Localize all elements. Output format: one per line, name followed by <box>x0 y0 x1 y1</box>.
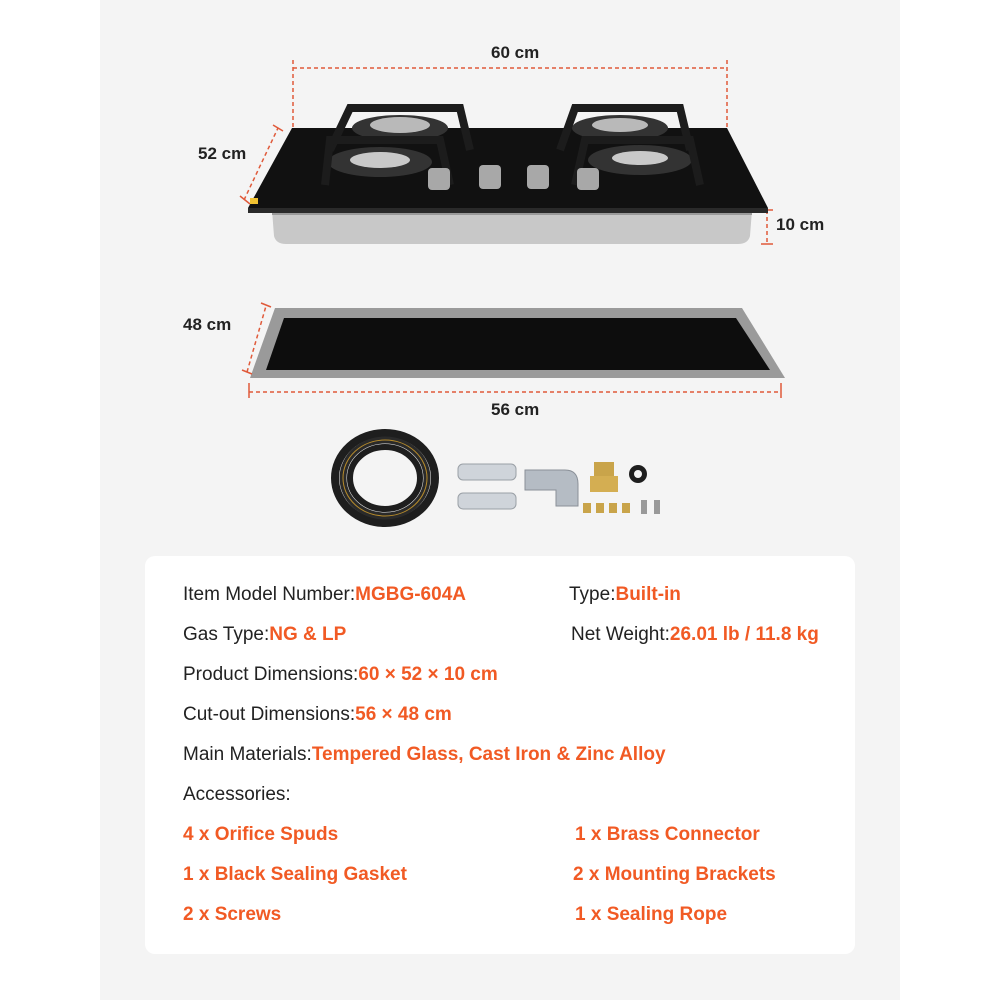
accessories-heading: Accessories: <box>183 784 291 805</box>
type-row <box>569 584 681 606</box>
depth-label: 52 cm <box>198 144 247 163</box>
accessory-item: 1 x Black Sealing Gasket <box>183 864 407 885</box>
gas-row <box>183 624 346 646</box>
width-label: 60 cm <box>491 43 540 62</box>
sealing-rope-icon <box>335 433 435 523</box>
accessories-image <box>335 433 660 523</box>
accessory-item: 1 x Sealing Rope <box>575 904 728 925</box>
cutout-dimensions-row <box>183 704 452 726</box>
accessory-item: 2 x Mounting Brackets <box>573 864 776 885</box>
type-value: Built-in <box>615 584 681 605</box>
cutout-depth-label: 48 cm <box>183 315 232 334</box>
elbow-connector-icon <box>525 470 578 506</box>
model-row <box>183 584 466 606</box>
type-label: Type: <box>569 584 616 605</box>
screws-icon <box>641 500 660 514</box>
accessory-item: 4 x Orifice Spuds <box>183 824 339 845</box>
orifice-spuds-icon <box>583 503 630 513</box>
model-label: Item Model Number: <box>183 584 356 605</box>
weight-value: 26.01 lb / 11.8 kg <box>669 624 819 645</box>
product-dimensions-value: 60 × 52 × 10 cm <box>358 664 498 685</box>
cutout-width-label: 56 cm <box>491 400 540 419</box>
accessory-item: 2 x Screws <box>183 904 282 925</box>
cutout-dimensions-label: Cut-out Dimensions: <box>183 704 356 725</box>
brass-connector-icon <box>590 462 618 492</box>
materials-label: Main Materials: <box>183 744 312 765</box>
width-dimension-line <box>293 60 727 128</box>
sealing-gasket-icon <box>629 465 647 483</box>
cooktop-image <box>248 108 768 244</box>
height-label: 10 cm <box>776 215 825 234</box>
product-dimensions-label: Product Dimensions: <box>183 664 359 685</box>
weight-row <box>571 624 819 646</box>
materials-row <box>183 744 666 766</box>
cutout-image <box>250 308 785 378</box>
gas-value: NG & LP <box>269 624 347 645</box>
height-dimension-line <box>761 210 773 244</box>
gas-label: Gas Type: <box>183 624 270 645</box>
product-dimensions-row <box>183 664 498 686</box>
spec-card <box>145 556 855 954</box>
cutout-dimensions-value: 56 × 48 cm <box>355 704 452 725</box>
weight-label: Net Weight: <box>571 624 670 645</box>
cutout-width-line <box>249 383 781 398</box>
mounting-bracket-icon <box>458 464 516 509</box>
accessory-item: 1 x Brass Connector <box>575 824 760 845</box>
model-value: MGBG-604A <box>355 584 466 605</box>
materials-value: Tempered Glass, Cast Iron & Zinc Alloy <box>311 744 666 765</box>
